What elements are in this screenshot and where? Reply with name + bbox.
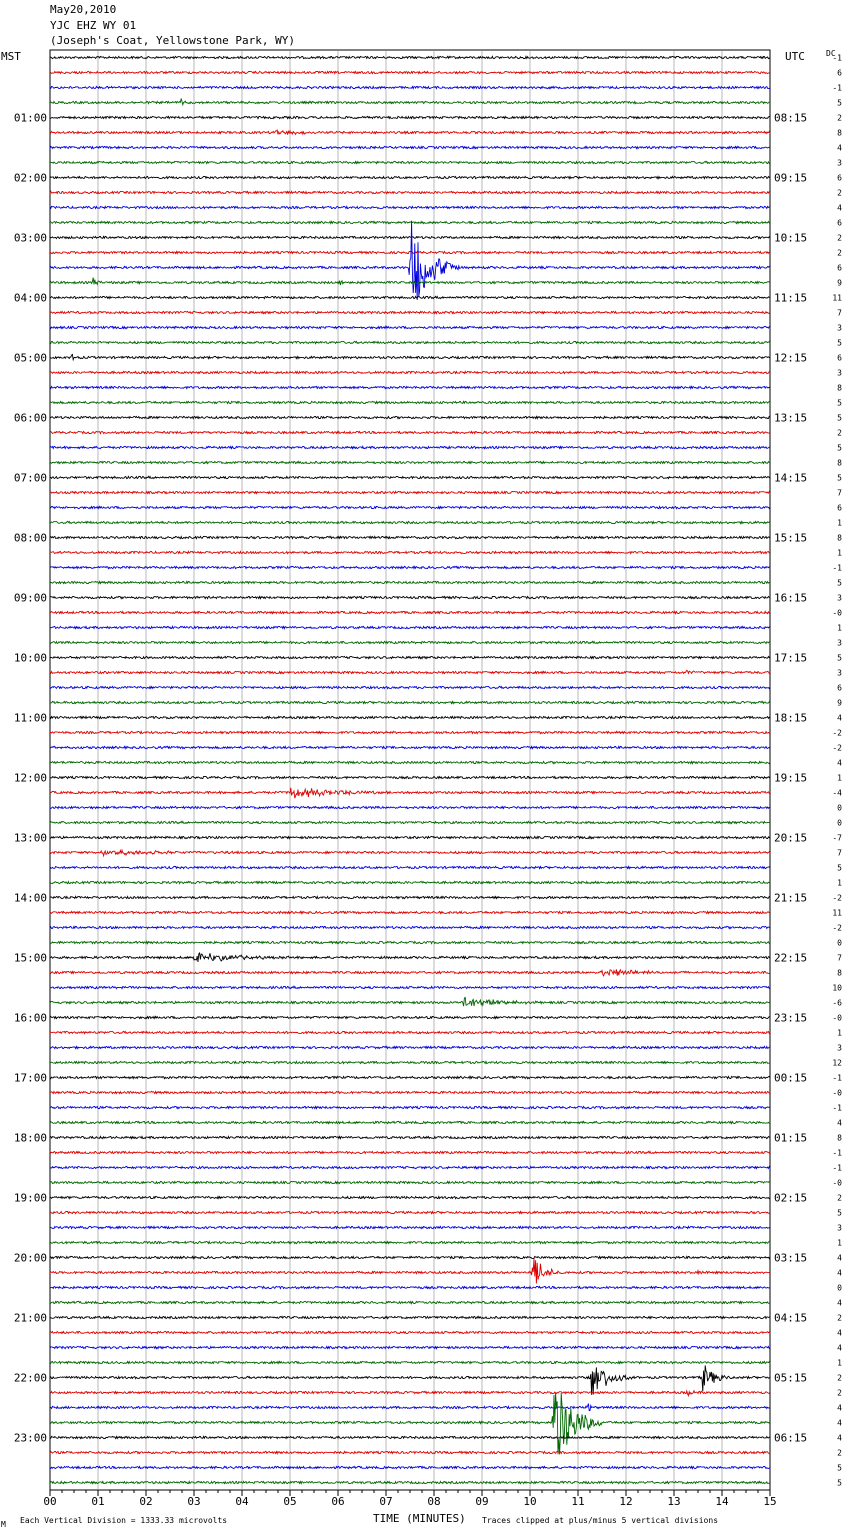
seismic-trace bbox=[50, 806, 770, 808]
dc-offset-label: 9 bbox=[837, 698, 842, 708]
seismic-trace bbox=[50, 476, 770, 478]
dc-offset-label: 4 bbox=[837, 1433, 842, 1443]
seismic-trace bbox=[50, 551, 770, 553]
seismic-trace bbox=[50, 716, 770, 718]
dc-offset-label: 5 bbox=[837, 578, 842, 588]
dc-offset-label: 5 bbox=[837, 98, 842, 108]
dc-offset-label: 2 bbox=[837, 1193, 842, 1203]
seismic-trace bbox=[50, 1451, 770, 1453]
seismic-trace bbox=[50, 431, 770, 433]
utc-hour-label: 14:15 bbox=[774, 471, 808, 485]
seismic-trace bbox=[50, 1226, 770, 1228]
seismic-trace bbox=[50, 341, 770, 343]
seismic-trace bbox=[50, 953, 770, 962]
mst-label: MST bbox=[1, 50, 21, 63]
mst-hour-label: 21:00 bbox=[13, 1311, 47, 1325]
seismic-trace bbox=[50, 941, 770, 943]
mst-hour-label: 17:00 bbox=[13, 1071, 47, 1085]
seismic-trace bbox=[50, 1393, 770, 1455]
seismic-trace bbox=[50, 1136, 770, 1138]
seismic-trace bbox=[50, 1061, 770, 1063]
x-tick-label: 06 bbox=[331, 1495, 345, 1508]
x-tick-label: 03 bbox=[187, 1495, 201, 1508]
seismic-trace bbox=[50, 1481, 770, 1483]
dc-offset-label: 3 bbox=[837, 323, 842, 333]
dc-offset-label: 12 bbox=[832, 1058, 842, 1068]
seismic-trace bbox=[50, 1241, 770, 1243]
utc-hour-label: 23:15 bbox=[774, 1011, 808, 1025]
seismic-trace bbox=[50, 99, 770, 105]
dc-offset-label: 1 bbox=[837, 1028, 842, 1038]
dc-offset-label: 4 bbox=[837, 1418, 842, 1428]
utc-hour-label: 22:15 bbox=[774, 951, 808, 965]
mst-hour-label: 14:00 bbox=[13, 891, 47, 905]
seismic-trace bbox=[50, 1436, 770, 1438]
mst-hour-label: 07:00 bbox=[13, 471, 47, 485]
seismic-trace bbox=[50, 236, 770, 238]
dc-offset-label: 4 bbox=[837, 203, 842, 213]
dc-offset-label: 3 bbox=[837, 668, 842, 678]
mst-hour-label: 12:00 bbox=[13, 771, 47, 785]
dc-offset-label: 4 bbox=[837, 1268, 842, 1278]
utc-hour-label: 10:15 bbox=[774, 231, 808, 245]
seismic-trace bbox=[50, 161, 770, 163]
seismic-trace bbox=[50, 354, 770, 359]
x-tick-label: 14 bbox=[715, 1495, 729, 1508]
seismic-trace bbox=[50, 731, 770, 733]
dc-offset-label: 1 bbox=[837, 1238, 842, 1248]
dc-offset-label: 5 bbox=[837, 653, 842, 663]
mst-hour-label: 20:00 bbox=[13, 1251, 47, 1265]
mst-hour-label: 10:00 bbox=[13, 651, 47, 665]
seismic-trace bbox=[50, 641, 770, 643]
seismic-trace bbox=[50, 1258, 770, 1283]
seismic-trace bbox=[50, 86, 770, 88]
x-tick-label: 08 bbox=[427, 1495, 441, 1508]
dc-offset-label: -1 bbox=[832, 1103, 842, 1113]
seismic-trace bbox=[50, 1361, 770, 1363]
seismic-trace bbox=[50, 746, 770, 748]
seismic-trace bbox=[50, 776, 770, 778]
dc-offset-label: -1 bbox=[832, 1073, 842, 1083]
dc-offset-label: 7 bbox=[837, 848, 842, 858]
dc-offset-label: 3 bbox=[837, 1223, 842, 1233]
seismic-trace bbox=[50, 1166, 770, 1168]
mst-hour-label: 02:00 bbox=[13, 171, 47, 185]
seismic-trace bbox=[50, 911, 770, 913]
utc-hour-label: 06:15 bbox=[774, 1431, 808, 1445]
utc-hour-label: 15:15 bbox=[774, 531, 808, 545]
seismic-trace bbox=[50, 1391, 770, 1396]
dc-offset-label: 9 bbox=[837, 278, 842, 288]
seismic-trace bbox=[50, 1331, 770, 1333]
seismic-trace bbox=[50, 221, 770, 300]
seismic-trace bbox=[50, 446, 770, 448]
mst-hour-label: 09:00 bbox=[13, 591, 47, 605]
utc-hour-label: 11:15 bbox=[774, 291, 808, 305]
dc-offset-label: 7 bbox=[837, 308, 842, 318]
x-tick-label: 00 bbox=[43, 1495, 57, 1508]
x-tick-label: 04 bbox=[235, 1495, 249, 1508]
dc-offset-label: 6 bbox=[837, 353, 842, 363]
seismic-trace bbox=[50, 701, 770, 703]
seismic-trace bbox=[50, 1301, 770, 1303]
seismic-trace bbox=[50, 146, 770, 148]
x-tick-label: 05 bbox=[283, 1495, 297, 1508]
seismic-trace bbox=[50, 566, 770, 568]
dc-offset-label: 5 bbox=[837, 413, 842, 423]
dc-offset-label: 1 bbox=[837, 623, 842, 633]
dc-offset-label: -0 bbox=[832, 1088, 842, 1098]
seismic-trace bbox=[50, 326, 770, 328]
dc-offset-label: 5 bbox=[837, 473, 842, 483]
utc-hour-label: 02:15 bbox=[774, 1191, 808, 1205]
dc-offset-label: 8 bbox=[837, 1133, 842, 1143]
seismic-trace bbox=[50, 416, 770, 418]
seismic-trace bbox=[50, 1031, 770, 1033]
utc-hour-label: 18:15 bbox=[774, 711, 808, 725]
mst-hour-label: 19:00 bbox=[13, 1191, 47, 1205]
dc-offset-label: -1 bbox=[832, 53, 842, 63]
seismic-trace bbox=[50, 1404, 770, 1411]
dc-offset-label: 4 bbox=[837, 1298, 842, 1308]
seismic-trace bbox=[50, 1091, 770, 1093]
dc-offset-label: 8 bbox=[837, 128, 842, 138]
dc-offset-label: -2 bbox=[832, 893, 842, 903]
seismic-trace bbox=[50, 1466, 770, 1468]
seismic-trace bbox=[50, 371, 770, 373]
dc-offset-label: 8 bbox=[837, 968, 842, 978]
seismic-trace bbox=[50, 788, 770, 798]
seismic-trace bbox=[50, 1346, 770, 1348]
dc-offset-label: 6 bbox=[837, 503, 842, 513]
seismic-trace bbox=[50, 626, 770, 628]
x-tick-label: 09 bbox=[475, 1495, 489, 1508]
x-tick-label: 01 bbox=[91, 1495, 105, 1508]
x-tick-label: 13 bbox=[667, 1495, 681, 1508]
dc-offset-label: 1 bbox=[837, 878, 842, 888]
mst-hour-label: 18:00 bbox=[13, 1131, 47, 1145]
seismic-trace bbox=[50, 656, 770, 658]
utc-hour-label: 20:15 bbox=[774, 831, 808, 845]
seismic-trace bbox=[50, 56, 770, 58]
utc-hour-label: 19:15 bbox=[774, 771, 808, 785]
dc-offset-label: 4 bbox=[837, 1403, 842, 1413]
seismic-trace bbox=[50, 1076, 770, 1078]
dc-offset-label: 7 bbox=[837, 488, 842, 498]
dc-offset-label: 3 bbox=[837, 158, 842, 168]
dc-offset-label: 4 bbox=[837, 143, 842, 153]
utc-hour-label: 21:15 bbox=[774, 891, 808, 905]
date-label: May20,2010 bbox=[50, 3, 117, 16]
x-tick-label: 12 bbox=[619, 1495, 633, 1508]
mst-hour-label: 08:00 bbox=[13, 531, 47, 545]
seismic-trace bbox=[50, 896, 770, 898]
x-tick-label: 02 bbox=[139, 1495, 153, 1508]
dc-offset-label: -1 bbox=[832, 1163, 842, 1173]
mst-hour-label: 04:00 bbox=[13, 291, 47, 305]
dc-offset-label: 6 bbox=[837, 263, 842, 273]
mst-hour-label: 11:00 bbox=[13, 711, 47, 725]
mst-hour-label: 03:00 bbox=[13, 231, 47, 245]
station-label: YJC EHZ WY 01 bbox=[50, 19, 137, 32]
dc-offset-label: 4 bbox=[837, 713, 842, 723]
x-tick-label: 11 bbox=[571, 1495, 585, 1508]
seismic-trace bbox=[50, 1151, 770, 1153]
seismic-trace bbox=[50, 821, 770, 823]
dc-offset-label: 7 bbox=[837, 953, 842, 963]
seismic-trace bbox=[50, 206, 770, 208]
dc-offset-label: 5 bbox=[837, 863, 842, 873]
dc-offset-label: -2 bbox=[832, 728, 842, 738]
dc-offset-label: 3 bbox=[837, 368, 842, 378]
utc-hour-label: 09:15 bbox=[774, 171, 808, 185]
dc-offset-label: 1 bbox=[837, 548, 842, 558]
dc-offset-label: 5 bbox=[837, 443, 842, 453]
seismic-trace bbox=[50, 1196, 770, 1198]
dc-offset-label: -1 bbox=[832, 1148, 842, 1158]
seismic-trace bbox=[50, 1365, 770, 1394]
dc-offset-label: 6 bbox=[837, 173, 842, 183]
dc-label: DC bbox=[826, 49, 836, 58]
dc-offset-label: 0 bbox=[837, 818, 842, 828]
dc-offset-label: 3 bbox=[837, 638, 842, 648]
mst-hour-label: 16:00 bbox=[13, 1011, 47, 1025]
clip-note: Traces clipped at plus/minus 5 vertical divisions bbox=[482, 1516, 719, 1525]
seismic-trace bbox=[50, 850, 770, 856]
seismic-trace bbox=[50, 686, 770, 688]
seismic-trace bbox=[50, 521, 770, 523]
dc-offset-label: 0 bbox=[837, 938, 842, 948]
seismic-trace bbox=[50, 491, 770, 493]
utc-hour-label: 05:15 bbox=[774, 1371, 808, 1385]
seismic-trace bbox=[50, 296, 770, 298]
dc-offset-label: -0 bbox=[832, 1178, 842, 1188]
seismic-trace bbox=[50, 670, 770, 673]
dc-offset-label: -4 bbox=[832, 788, 842, 798]
dc-offset-label: 2 bbox=[837, 113, 842, 123]
seismic-trace bbox=[50, 926, 770, 928]
dc-offset-label: -0 bbox=[832, 608, 842, 618]
seismic-trace bbox=[50, 401, 770, 403]
dc-offset-label: 4 bbox=[837, 1253, 842, 1263]
seismic-trace bbox=[50, 461, 770, 463]
seismic-trace bbox=[50, 1316, 770, 1318]
dc-offset-label: 6 bbox=[837, 683, 842, 693]
dc-offset-label: 5 bbox=[837, 1463, 842, 1473]
mst-hour-label: 13:00 bbox=[13, 831, 47, 845]
seismic-trace bbox=[50, 969, 770, 975]
utc-hour-label: 03:15 bbox=[774, 1251, 808, 1265]
utc-hour-label: 00:15 bbox=[774, 1071, 808, 1085]
utc-hour-label: 08:15 bbox=[774, 111, 808, 125]
mst-hour-label: 05:00 bbox=[13, 351, 47, 365]
utc-hour-label: 13:15 bbox=[774, 411, 808, 425]
dc-offset-label: 1 bbox=[837, 518, 842, 528]
dc-offset-label: -7 bbox=[832, 833, 842, 843]
seismic-trace bbox=[50, 997, 770, 1006]
dc-offset-label: 5 bbox=[837, 1208, 842, 1218]
dc-offset-label: 2 bbox=[837, 1313, 842, 1323]
dc-offset-label: -1 bbox=[832, 83, 842, 93]
seismic-trace bbox=[50, 536, 770, 538]
seismic-trace bbox=[50, 71, 770, 73]
dc-offset-label: -2 bbox=[832, 743, 842, 753]
x-tick-label: 10 bbox=[523, 1495, 537, 1508]
x-tick-label: 15 bbox=[763, 1495, 777, 1508]
seismic-trace bbox=[50, 1211, 770, 1213]
dc-offset-label: 8 bbox=[837, 533, 842, 543]
seismic-trace bbox=[50, 176, 770, 178]
seismic-trace bbox=[50, 1286, 770, 1288]
location-label: (Joseph's Coat, Yellowstone Park, WY) bbox=[50, 34, 296, 47]
x-axis-title: TIME (MINUTES) bbox=[373, 1512, 466, 1525]
dc-offset-label: 4 bbox=[837, 1118, 842, 1128]
dc-offset-label: 5 bbox=[837, 338, 842, 348]
utc-hour-label: 17:15 bbox=[774, 651, 808, 665]
dc-offset-label: 6 bbox=[837, 218, 842, 228]
dc-offset-label: 4 bbox=[837, 1343, 842, 1353]
scale-note: Each Vertical Division = 1333.33 microvolts bbox=[20, 1516, 228, 1525]
seismic-trace bbox=[50, 191, 770, 193]
seismic-trace bbox=[50, 506, 770, 508]
seismic-trace bbox=[50, 1106, 770, 1108]
utc-hour-label: 16:15 bbox=[774, 591, 808, 605]
seismic-trace bbox=[50, 581, 770, 583]
dc-offset-label: 2 bbox=[837, 1388, 842, 1398]
dc-offset-label: 11 bbox=[832, 293, 842, 303]
dc-offset-label: 4 bbox=[837, 1328, 842, 1338]
mst-hour-label: 01:00 bbox=[13, 111, 47, 125]
dc-offset-label: 3 bbox=[837, 593, 842, 603]
seismic-trace bbox=[50, 1121, 770, 1123]
mst-hour-label: 15:00 bbox=[13, 951, 47, 965]
dc-offset-label: 0 bbox=[837, 803, 842, 813]
dc-offset-label: 2 bbox=[837, 1448, 842, 1458]
dc-offset-label: 10 bbox=[832, 983, 842, 993]
dc-offset-label: 5 bbox=[837, 1478, 842, 1488]
utc-hour-label: 04:15 bbox=[774, 1311, 808, 1325]
dc-offset-label: 3 bbox=[837, 1043, 842, 1053]
dc-offset-label: -0 bbox=[832, 1013, 842, 1023]
dc-offset-label: 1 bbox=[837, 773, 842, 783]
corner-mark: M bbox=[1, 1520, 6, 1529]
seismic-trace bbox=[50, 386, 770, 388]
seismic-trace bbox=[50, 1256, 770, 1258]
dc-offset-label: 6 bbox=[837, 68, 842, 78]
mst-hour-label: 23:00 bbox=[13, 1431, 47, 1445]
dc-offset-label: 2 bbox=[837, 233, 842, 243]
mst-hour-label: 22:00 bbox=[13, 1371, 47, 1385]
dc-offset-label: -2 bbox=[832, 923, 842, 933]
dc-offset-label: 1 bbox=[837, 1358, 842, 1368]
seismic-trace bbox=[50, 116, 770, 118]
utc-hour-label: 12:15 bbox=[774, 351, 808, 365]
seismic-trace bbox=[50, 986, 770, 988]
x-tick-label: 07 bbox=[379, 1495, 393, 1508]
dc-offset-label: 4 bbox=[837, 758, 842, 768]
dc-offset-label: 2 bbox=[837, 1373, 842, 1383]
seismic-trace bbox=[50, 611, 770, 613]
dc-offset-label: 5 bbox=[837, 398, 842, 408]
dc-offset-label: 2 bbox=[837, 428, 842, 438]
seismic-trace bbox=[50, 836, 770, 838]
dc-offset-label: -6 bbox=[832, 998, 842, 1008]
seismic-trace bbox=[50, 278, 770, 285]
seismic-trace bbox=[50, 311, 770, 313]
seismic-trace bbox=[50, 761, 770, 763]
mst-hour-label: 06:00 bbox=[13, 411, 47, 425]
dc-offset-label: -1 bbox=[832, 563, 842, 573]
seismic-trace bbox=[50, 1016, 770, 1018]
dc-offset-label: 2 bbox=[837, 188, 842, 198]
utc-label: UTC bbox=[785, 50, 805, 63]
dc-offset-label: 11 bbox=[832, 908, 842, 918]
seismic-trace bbox=[50, 1181, 770, 1183]
seismic-trace bbox=[50, 130, 770, 135]
seismic-trace bbox=[50, 221, 770, 223]
dc-offset-label: 2 bbox=[837, 248, 842, 258]
seismic-trace bbox=[50, 881, 770, 883]
dc-offset-label: 0 bbox=[837, 1283, 842, 1293]
seismic-trace bbox=[50, 596, 770, 598]
seismic-trace bbox=[50, 251, 770, 253]
seismic-trace bbox=[50, 866, 770, 868]
utc-hour-label: 01:15 bbox=[774, 1131, 808, 1145]
dc-offset-label: 8 bbox=[837, 458, 842, 468]
dc-offset-label: 8 bbox=[837, 383, 842, 393]
seismic-trace bbox=[50, 1046, 770, 1048]
